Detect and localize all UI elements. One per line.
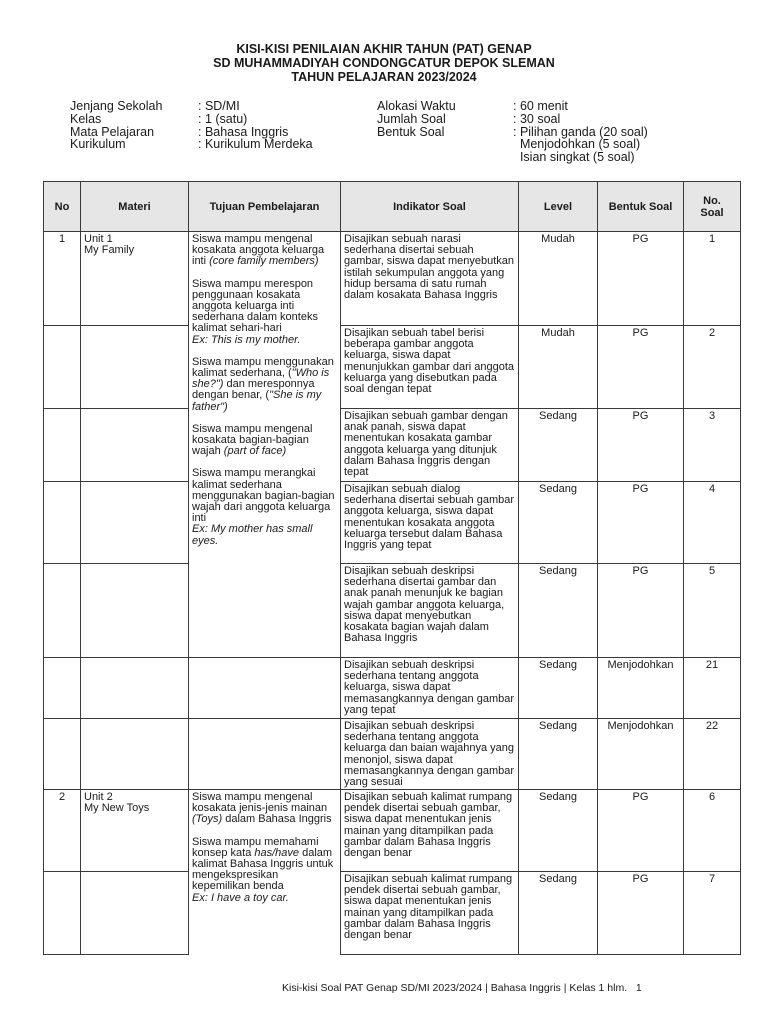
materi-line: Unit 2 — [84, 791, 113, 803]
cell-no — [44, 719, 81, 790]
cell-materi — [81, 790, 189, 872]
info-row — [377, 151, 648, 164]
cell-indikator: Disajikan sebuah kalimat rumpang pendek disertai sebuah gambar, siswa dapat menentukan jenis mainan yang ditampilkan pada gambar dalam Bahasa Inggris dengan benar — [341, 872, 519, 955]
header-level: Level — [519, 182, 598, 232]
cell-bentuk: PG — [598, 232, 684, 326]
tujuan-text-italic: (Toys) — [192, 813, 223, 826]
cell-no-soal: 22 — [684, 719, 741, 790]
tujuan-text-italic: "Who is she?") — [192, 367, 330, 391]
cell-indikator: Disajikan sebuah gambar dengan anak panah, siswa dapat menentukan kosakata gambar anggota keluarga yang ditunjuk dalam Bahasa Inggris dengan tepat — [341, 409, 519, 482]
cell-materi — [81, 326, 189, 409]
cell-no-soal: 6 — [684, 790, 741, 872]
table-row — [44, 872, 741, 955]
tujuan-item — [192, 468, 337, 546]
info-label: Jumlah Soal — [377, 111, 446, 126]
kisi-kisi-table — [43, 181, 741, 955]
table-row — [44, 790, 741, 872]
title-line-1: KISI-KISI PENILAIAN AKHIR TAHUN (PAT) GENAP — [236, 42, 532, 56]
tujuan-text-italic: (part of face) — [223, 445, 287, 458]
tujuan-text-italic: has/have — [254, 846, 300, 859]
header-tujuan-pembelajaran: Tujuan Pembelajaran — [189, 182, 341, 232]
tujuan-text: Siswa mampu mengenal kosakata jenis-jenis mainan — [192, 791, 328, 815]
tujuan-item — [192, 837, 337, 904]
info-value: : SD/MI — [198, 99, 240, 113]
materi-line: Unit 1 — [84, 233, 113, 245]
cell-materi — [81, 409, 189, 482]
cell-bentuk: PG — [598, 872, 684, 955]
cell-no-soal: 1 — [684, 232, 741, 326]
cell-no-soal: 21 — [684, 658, 741, 719]
page-footer: Kisi-kisi Soal PAT Genap SD/MI 2023/2024 | Bahasa Inggris | Kelas 1 hlm. 1 — [282, 982, 642, 994]
cell-materi — [81, 564, 189, 658]
tujuan-text: Siswa mampu merespon penggunaan kosakata anggota keluarga inti sederhana dalam konteks kalimat sehari-hari — [192, 277, 318, 335]
cell-level: Sedang — [519, 719, 598, 790]
cell-level: Sedang — [519, 658, 598, 719]
cell-tujuan-pembelajaran — [189, 719, 341, 790]
title-line-3: TAHUN PELAJARAN 2023/2024 — [291, 70, 477, 84]
table-header-row — [44, 182, 741, 232]
tujuan-text: Siswa mampu mengenal kosakata anggota keluarga inti — [192, 233, 325, 268]
cell-tujuan-pembelajaran — [189, 658, 341, 719]
info-row — [70, 100, 313, 113]
tujuan-item — [192, 279, 337, 346]
info-value: : Kurikulum Merdeka — [198, 137, 313, 152]
info-label: Mata Pelajaran — [70, 124, 155, 139]
cell-no — [44, 326, 81, 409]
header-no: No — [44, 182, 81, 232]
header-bentuk-soal: Bentuk Soal — [598, 182, 684, 232]
tujuan-text: Siswa mampu mengenal kosakata bagian-bagian wajah — [192, 422, 313, 458]
info-value: Menjodohkan (5 soal) — [513, 137, 641, 152]
tujuan-item — [192, 234, 337, 268]
materi-line: My Family — [84, 244, 135, 257]
cell-tujuan-pembelajaran — [189, 232, 341, 658]
cell-tujuan-pembelajaran — [189, 790, 341, 955]
tujuan-text-italic: Ex: This is my mother. — [192, 333, 301, 346]
cell-materi — [81, 872, 189, 955]
cell-indikator: Disajikan sebuah tabel berisi beberapa gambar anggota keluarga, siswa dapat menunjukkan gambar dari anggota keluarga yang disebutkan pada soal dengan tepat — [341, 326, 519, 409]
cell-bentuk: Menjodohkan — [598, 719, 684, 790]
info-value: : 1 (satu) — [198, 111, 248, 126]
tujuan-text-italic: "She is my father") — [192, 389, 322, 413]
cell-indikator: Disajikan sebuah dialog sederhana disertai sebuah gambar anggota keluarga, siswa dapat menentukan kosakata anggota keluarga tersebut dalam Bahasa Inggris yang tepat — [341, 482, 519, 564]
cell-indikator: Disajikan sebuah deskripsi sederhana tentang anggota keluarga dan baian wajahnya yang menonjol, siswa dapat memasangkannya dengan gambar yang sesuai — [341, 719, 519, 790]
cell-level: Sedang — [519, 790, 598, 872]
info-label: Jenjang Sekolah — [70, 99, 163, 113]
cell-no-soal: 7 — [684, 872, 741, 955]
tujuan-text: dan meresponnya dengan benar, ( — [192, 378, 315, 402]
info-label — [377, 138, 513, 151]
cell-indikator: Disajikan sebuah kalimat rumpang pendek disertai sebuah gambar, siswa dapat menentukan jenis mainan yang ditampilkan pada gambar dalam Bahasa Inggris dengan benar — [341, 790, 519, 872]
info-value: : Pilihan ganda (20 soal) — [513, 124, 648, 139]
cell-level: Sedang — [519, 409, 598, 482]
cell-no — [44, 872, 81, 955]
header-materi: Materi — [81, 182, 189, 232]
info-value: Isian singkat (5 soal) — [513, 150, 635, 165]
tujuan-item — [192, 792, 337, 826]
cell-materi — [81, 482, 189, 564]
table-row — [44, 232, 741, 326]
info-block-left — [70, 100, 313, 151]
header-no-soal: No. Soal — [684, 182, 741, 232]
cell-bentuk: PG — [598, 482, 684, 564]
info-row — [70, 113, 313, 126]
tujuan-text: Siswa mampu menggunakan kalimat sederhana, ( — [192, 355, 334, 380]
info-row — [70, 138, 313, 151]
info-label: Kelas — [70, 111, 102, 126]
info-value: : 60 menit — [513, 99, 568, 113]
materi-line: My New Toys — [84, 802, 150, 815]
cell-bentuk: PG — [598, 564, 684, 658]
cell-no-soal: 2 — [684, 326, 741, 409]
cell-no-soal: 4 — [684, 482, 741, 564]
info-row — [377, 113, 648, 126]
cell-no: 2 — [44, 790, 81, 872]
cell-materi — [81, 719, 189, 790]
info-label — [377, 151, 513, 164]
tujuan-text-italic: Ex: My mother has small eyes. — [192, 523, 313, 547]
title-line-2: SD MUHAMMADIYAH CONDONGCATUR DEPOK SLEMAN — [213, 56, 555, 70]
cell-bentuk: PG — [598, 790, 684, 872]
table-row — [44, 564, 741, 658]
tujuan-text: Siswa mampu memahami konsep kata — [192, 835, 319, 859]
cell-level: Mudah — [519, 326, 598, 409]
table-row — [44, 719, 741, 790]
tujuan-item — [192, 357, 337, 413]
info-block-right — [377, 100, 648, 164]
cell-materi — [81, 658, 189, 719]
cell-level: Sedang — [519, 482, 598, 564]
cell-no — [44, 564, 81, 658]
cell-no: 1 — [44, 232, 81, 326]
info-label: Alokasi Waktu — [377, 99, 456, 113]
cell-bentuk: PG — [598, 326, 684, 409]
cell-indikator: Disajikan sebuah narasi sederhana disertai sebuah gambar, siswa dapat menyebutkan istilah sekumpulan anggota yang hidup bersama di satu rumah dalam kosakata Bahasa Inggris — [341, 232, 519, 326]
cell-bentuk: PG — [598, 409, 684, 482]
tujuan-text: dalam Bahasa Inggris — [222, 813, 332, 826]
cell-indikator: Disajikan sebuah deskripsi sederhana tentang anggota keluarga, siswa dapat memasangkannya dengan gambar yang tepat — [341, 658, 519, 719]
cell-no-soal: 5 — [684, 564, 741, 658]
table-row — [44, 409, 741, 482]
table-row — [44, 482, 741, 564]
cell-level: Sedang — [519, 872, 598, 955]
cell-no — [44, 482, 81, 564]
cell-no — [44, 658, 81, 719]
tujuan-text-italic: Ex: I have a toy car. — [192, 891, 289, 904]
cell-bentuk: Menjodohkan — [598, 658, 684, 719]
info-value: : Bahasa Inggris — [198, 124, 289, 139]
table-row — [44, 326, 741, 409]
document-title — [0, 42, 768, 84]
cell-materi — [81, 232, 189, 326]
info-value: : 30 soal — [513, 111, 561, 126]
cell-level: Sedang — [519, 564, 598, 658]
tujuan-text: dalam kalimat Bahasa Inggris untuk mengekspresikan kepemilikan benda — [192, 846, 334, 893]
tujuan-text-italic: (core family members) — [209, 255, 319, 268]
info-row — [377, 100, 648, 113]
info-label: Bentuk Soal — [377, 124, 445, 139]
cell-indikator: Disajikan sebuah deskripsi sederhana disertai gambar dan anak panah menunjuk ke bagian wajah gambar anggota keluarga, siswa dapat menyebutkan kosakata bagian wajah dalam Bahasa Inggris — [341, 564, 519, 658]
info-label: Kurikulum — [70, 137, 126, 152]
cell-no — [44, 409, 81, 482]
header-indikator-soal: Indikator Soal — [341, 182, 519, 232]
table-row — [44, 658, 741, 719]
cell-no-soal: 3 — [684, 409, 741, 482]
cell-level: Mudah — [519, 232, 598, 326]
tujuan-text: Siswa mampu merangkai kalimat sederhana menggunakan bagian-bagian wajah dari anggota keluarga inti — [192, 467, 335, 525]
tujuan-item — [192, 424, 337, 458]
